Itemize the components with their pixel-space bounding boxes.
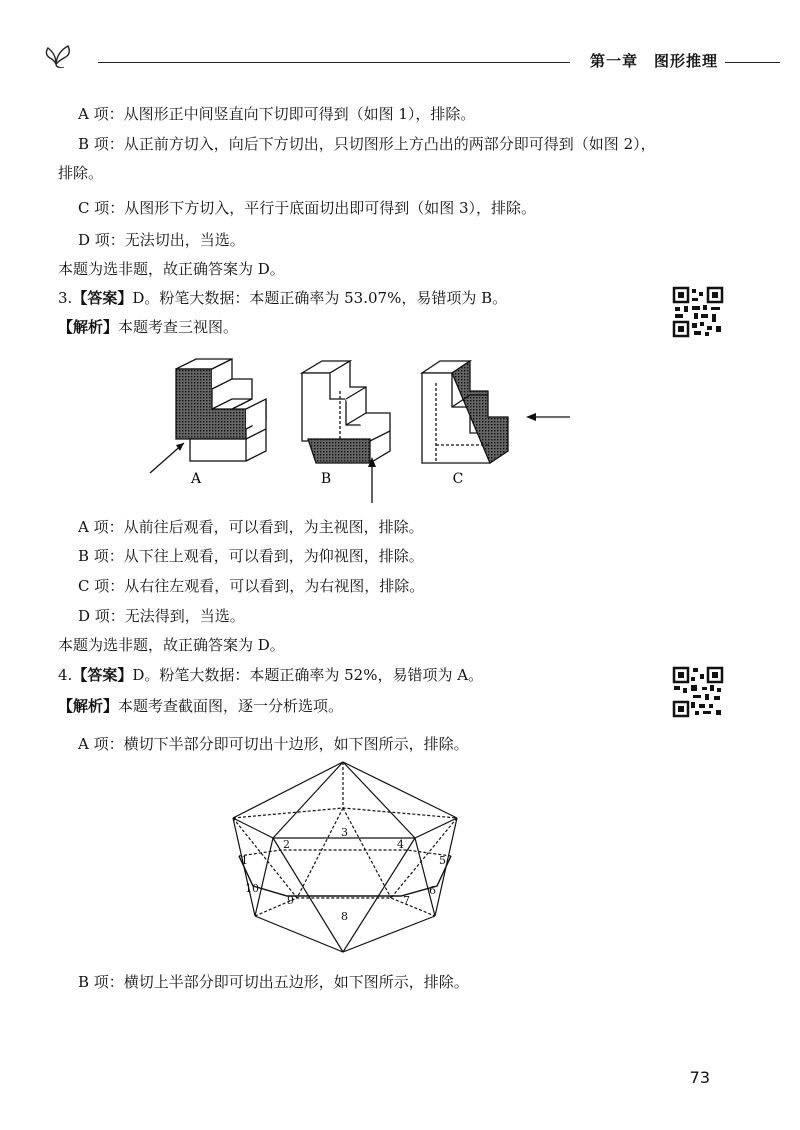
chapter-title: 第一章 图形推理 <box>589 52 718 70</box>
q2-conclusion: 本题为选非题，故正确答案为 D。 <box>58 260 285 278</box>
q2-option-c: C 项：从图形下方切入，平行于底面切出即可得到（如图 3），排除。 <box>78 199 537 217</box>
q4-option-b: B 项：横切上半部分即可切出五边形，如下图所示，排除。 <box>78 973 469 991</box>
q3-answer-text: D。粉笔大数据：本题正确率为 53.07%，易错项为 B。 <box>132 289 508 307</box>
q3-analysis-line <box>58 316 238 338</box>
vertex-label-2: 2 <box>283 838 290 851</box>
vertex-label-7: 7 <box>403 894 410 907</box>
figure-label-c: C <box>452 471 464 487</box>
decagon-section-figure <box>225 758 465 956</box>
q4-analysis-line <box>58 695 343 717</box>
q3-analysis-tag: 【解析】 <box>58 318 119 336</box>
vertex-label-5: 5 <box>439 854 446 867</box>
q4-answer-text: D。粉笔大数据：本题正确率为 52%，易错项为 A。 <box>132 666 484 684</box>
q4-option-a: A 项：横切下半部分即可切出十边形，如下图所示，排除。 <box>78 735 469 753</box>
vertex-label-10: 10 <box>245 882 259 895</box>
vertex-label-4: 4 <box>397 838 404 851</box>
q3-analysis-text: 本题考查三视图。 <box>118 318 239 336</box>
three-view-figure <box>140 355 580 505</box>
solid-a <box>176 359 266 461</box>
q2-option-a: A 项：从图形正中间竖直向下切即可得到（如图 1），排除。 <box>78 105 476 123</box>
q2-option-d: D 项：无法切出，当选。 <box>78 231 245 249</box>
vertex-label-1: 1 <box>241 854 248 867</box>
qr-code-icon[interactable] <box>672 286 724 338</box>
q3-option-d: D 项：无法得到，当选。 <box>78 607 245 625</box>
q3-answer-tag: 【答案】 <box>72 289 133 307</box>
vertex-label-8: 8 <box>341 910 348 923</box>
q3-answer-line <box>58 287 507 309</box>
q3-number: 3. <box>58 289 73 307</box>
sprout-icon <box>42 42 82 68</box>
q3-option-b: B 项：从下往上观看，可以看到，为仰视图，排除。 <box>78 547 424 565</box>
q2-option-b: B 项：从正前方切入，向后下方切出，只切图形上方凸出的两部分即可得到（如图 2），排除。 <box>58 135 656 182</box>
vertex-label-3: 3 <box>341 826 348 839</box>
page-number: 73 <box>689 1068 710 1087</box>
figure-label-b: B <box>320 471 332 487</box>
vertex-label-6: 6 <box>429 884 436 897</box>
q3-option-a: A 项：从前往后观看，可以看到，为主视图，排除。 <box>78 518 424 536</box>
header-rule-right <box>725 62 780 63</box>
q3-conclusion: 本题为选非题，故正确答案为 D。 <box>58 636 285 654</box>
q4-analysis-text: 本题考查截面图，逐一分析选项。 <box>118 697 344 715</box>
q3-option-c: C 项：从右往左观看，可以看到，为右视图，排除。 <box>78 577 425 595</box>
vertex-label-9: 9 <box>287 894 294 907</box>
q4-answer-tag: 【答案】 <box>72 666 133 684</box>
q4-answer-line <box>58 664 483 686</box>
polyhedron-outline <box>233 762 457 952</box>
solid-b <box>302 361 390 463</box>
solid-c <box>422 361 508 463</box>
q4-number: 4. <box>58 666 73 684</box>
page-header <box>40 38 780 78</box>
q4-analysis-tag: 【解析】 <box>58 697 119 715</box>
header-rule-left <box>98 62 570 63</box>
figure-label-a: A <box>190 471 202 487</box>
qr-code-icon[interactable] <box>672 666 724 718</box>
